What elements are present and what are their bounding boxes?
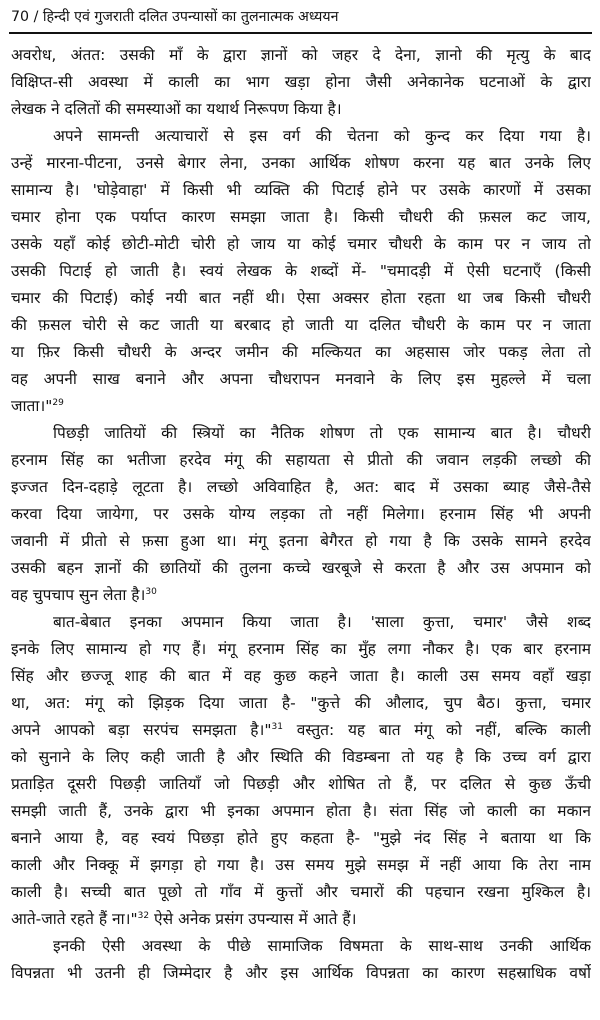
- text-line: [11, 231, 591, 258]
- line-text: चमार होना एक पर्याप्त कारण समझा जाता है। किसी चौधरी की फ़सल कट जाय,: [11, 208, 591, 226]
- line-text: सामान्य है। 'घोड़ेवाहा' में किसी भी व्यक्ति की पिटाई होने पर उसके कारणों में उसका: [11, 181, 591, 199]
- text-line: [11, 906, 591, 933]
- line-text: उन्हें मारना-पीटना, उनसे बेगार लेना, उनका आर्थिक शोषण करना यह बात उनके लिए: [11, 154, 591, 172]
- text-line: [11, 690, 591, 717]
- line-text: हरनाम सिंह का भतीजा हरदेव मंगू की सहायता से प्रीतो की जवान लड़की लच्छो की: [11, 451, 591, 469]
- text-line: [11, 69, 591, 96]
- text-line: [11, 393, 591, 420]
- footnote-marker: 32: [137, 911, 150, 921]
- line-text: प्रताड़ित दूसरी पिछड़ी जातियाँ जो पिछड़ी और शोषित तो हैं, पर दलित से कुछ ऊँची: [11, 775, 591, 793]
- line-text: उसके यहाँ कोई छोटी-मोटी चोरी हो जाय या कोई चमार चौधरी के काम पर न जाय तो: [11, 235, 591, 253]
- line-text: काली और निक्कू में झगड़ा हो गया है। उस समय मुझे समझ में नहीं आया कि तेरा नाम: [11, 856, 591, 874]
- running-head: 70 / हिन्दी एवं गुजराती दलित उपन्यासों का तुलनात्मक अध्ययन: [11, 9, 339, 25]
- text-line: [11, 771, 591, 798]
- line-text: अपने सामन्ती अत्याचारों से इस वर्ग की चेतना को कुन्द कर दिया गया है।: [53, 127, 591, 145]
- text-line: [11, 555, 591, 582]
- text-line: [11, 528, 591, 555]
- line-text: जाता।": [11, 397, 53, 415]
- text-line: [11, 798, 591, 825]
- line-text: बात-बेबात इनका अपमान किया जाता है। 'साला कुत्ता, चमार' जैसे शब्द: [53, 613, 591, 631]
- text-line: [11, 150, 591, 177]
- text-line: [11, 96, 591, 123]
- line-text: करवा दिया जायेगा, पर उसके योग्य लड़का तो नहीं मिलेगा। हरनाम सिंह भी अपनी: [11, 505, 591, 523]
- line-text: या फ़िर किसी चौधरी के अन्दर जमीन की मल्कियत का अहसास जोर पकड़ लेता तो: [11, 343, 591, 361]
- text-line: [11, 339, 591, 366]
- line-text: उसकी बहन ज्ञानों की छातियों की तुलना कच्चे खरबूजे से करता है और उस अपमान को: [11, 559, 591, 577]
- line-text-continued: ऐसे अनेक प्रसंग उपन्यास में आते हैं।: [149, 910, 357, 928]
- text-line: [11, 501, 591, 528]
- text-line: [11, 420, 591, 447]
- line-text: काली है। सच्ची बात पूछो तो गाँव में कुत्तों और चमारों की पहचान रखना मुश्किल है।: [11, 883, 591, 901]
- line-text: वह अपनी साख बनाने और अपना चौधरापन मनवाने के लिए इस मुहल्ले में चला: [11, 370, 591, 388]
- text-line: [11, 177, 591, 204]
- line-text: समझी जाती हैं, उनके द्वारा भी इनका अपमान होता है। संता सिंह जो काली का मकान: [11, 802, 591, 820]
- line-text: विक्षिप्त-सी अवस्था में काली का भाग खड़ा होना जैसी अनेकानेक घटनाओं के द्वारा: [11, 73, 591, 91]
- text-line: [11, 852, 591, 879]
- text-line: [11, 636, 591, 663]
- text-line: [11, 582, 591, 609]
- line-text: को सुनाने के लिए कही जाती है और स्थिति की विडम्बना तो यह है कि उच्च वर्ग द्वारा: [11, 748, 591, 766]
- line-text: अवरोध, अंतत: उसकी माँ के द्वारा ज्ञानों को जहर दे देना, ज्ञानो की मृत्यु के बाद: [11, 46, 591, 64]
- text-line: [11, 312, 591, 339]
- text-line: [11, 663, 591, 690]
- line-text: अपने आपको बड़ा सरपंच समझता है।": [11, 721, 272, 739]
- line-text: विपन्नता भी उतनी ही जिम्मेदार है और इस आर्थिक विपन्नता का कारण सहस्राधिक वर्षो: [11, 964, 591, 982]
- text-line: [11, 285, 591, 312]
- text-line: [11, 366, 591, 393]
- text-line: [11, 447, 591, 474]
- text-line: [11, 258, 591, 285]
- line-text: आते-जाते रहते हैं ना।": [11, 910, 138, 928]
- text-line: [11, 933, 591, 960]
- line-text: वह चुपचाप सुन लेता है।: [11, 586, 146, 604]
- text-line: [11, 123, 591, 150]
- footnote-marker: 30: [145, 587, 157, 597]
- line-text: इनकी ऐसी अवस्था के पीछे सामाजिक विषमता के साथ-साथ उनकी आर्थिक: [53, 937, 591, 955]
- text-line: [11, 204, 591, 231]
- text-line: [11, 960, 591, 987]
- text-line: [11, 744, 591, 771]
- body-text: [11, 42, 591, 987]
- text-line: [11, 879, 591, 906]
- text-line: [11, 717, 591, 744]
- text-line: [11, 825, 591, 852]
- line-text: था, अत: मंगू को झिड़क दिया जाता है- "कुत्ते की औलाद, चुप बैठ। कुत्ता, चमार: [11, 694, 591, 712]
- text-line: [11, 42, 591, 69]
- line-text: चमार की पिटाई) कोई नयी बात नहीं थी। ऐसा अक्सर होता रहता था जब किसी चौधरी: [11, 289, 591, 307]
- footnote-marker: 31: [271, 722, 283, 732]
- line-text: इज्जत दिन-दहाड़े लूटता है। लच्छो अविवाहित है, अत: बाद में उसका ब्याह जैसे-तैसे: [11, 478, 591, 496]
- line-text: जवानी में प्रीतो से फ़सा हुआ था। मंगू इतना बेगैरत हो गया है कि उसके सामने हरदेव: [11, 532, 591, 550]
- line-text-continued: वस्तुत: यह बात मंगू को नहीं, बल्कि काली: [282, 721, 591, 739]
- line-text: लेखक ने दलितों की समस्याओं का यथार्थ निरूपण किया है।: [11, 100, 342, 118]
- line-text: इनके लिए सामान्य हो गए हैं। मंगू हरनाम सिंह का मुँह लगा नौकर है। एक बार हरनाम: [11, 640, 591, 658]
- line-text: पिछड़ी जातियों की स्त्रियों का नैतिक शोषण तो एक सामान्य बात है। चौधरी: [53, 424, 591, 442]
- text-line: [11, 474, 591, 501]
- text-line: [11, 609, 591, 636]
- line-text: सिंह और छज्जू शाह की बात में वह कुछ कहने जाता है। काली उस समय वहाँ खड़ा: [11, 667, 591, 685]
- header-rule: [9, 32, 592, 34]
- line-text: उसकी पिटाई हो जाती है। स्वयं लेखक के शब्दों में- "चमादड़ी में ऐसी घटनाएँ (किसी: [11, 262, 591, 280]
- footnote-marker: 29: [52, 398, 64, 408]
- line-text: बनाने आया है, वह स्वयं पिछड़ा होते हुए कहता है- "मुझे नंद सिंह ने बताया था कि: [11, 829, 591, 847]
- line-text: की फ़सल चोरी से कट जाती या बरबाद हो जाती या दलित चौधरी के काम पर न जाता: [11, 316, 591, 334]
